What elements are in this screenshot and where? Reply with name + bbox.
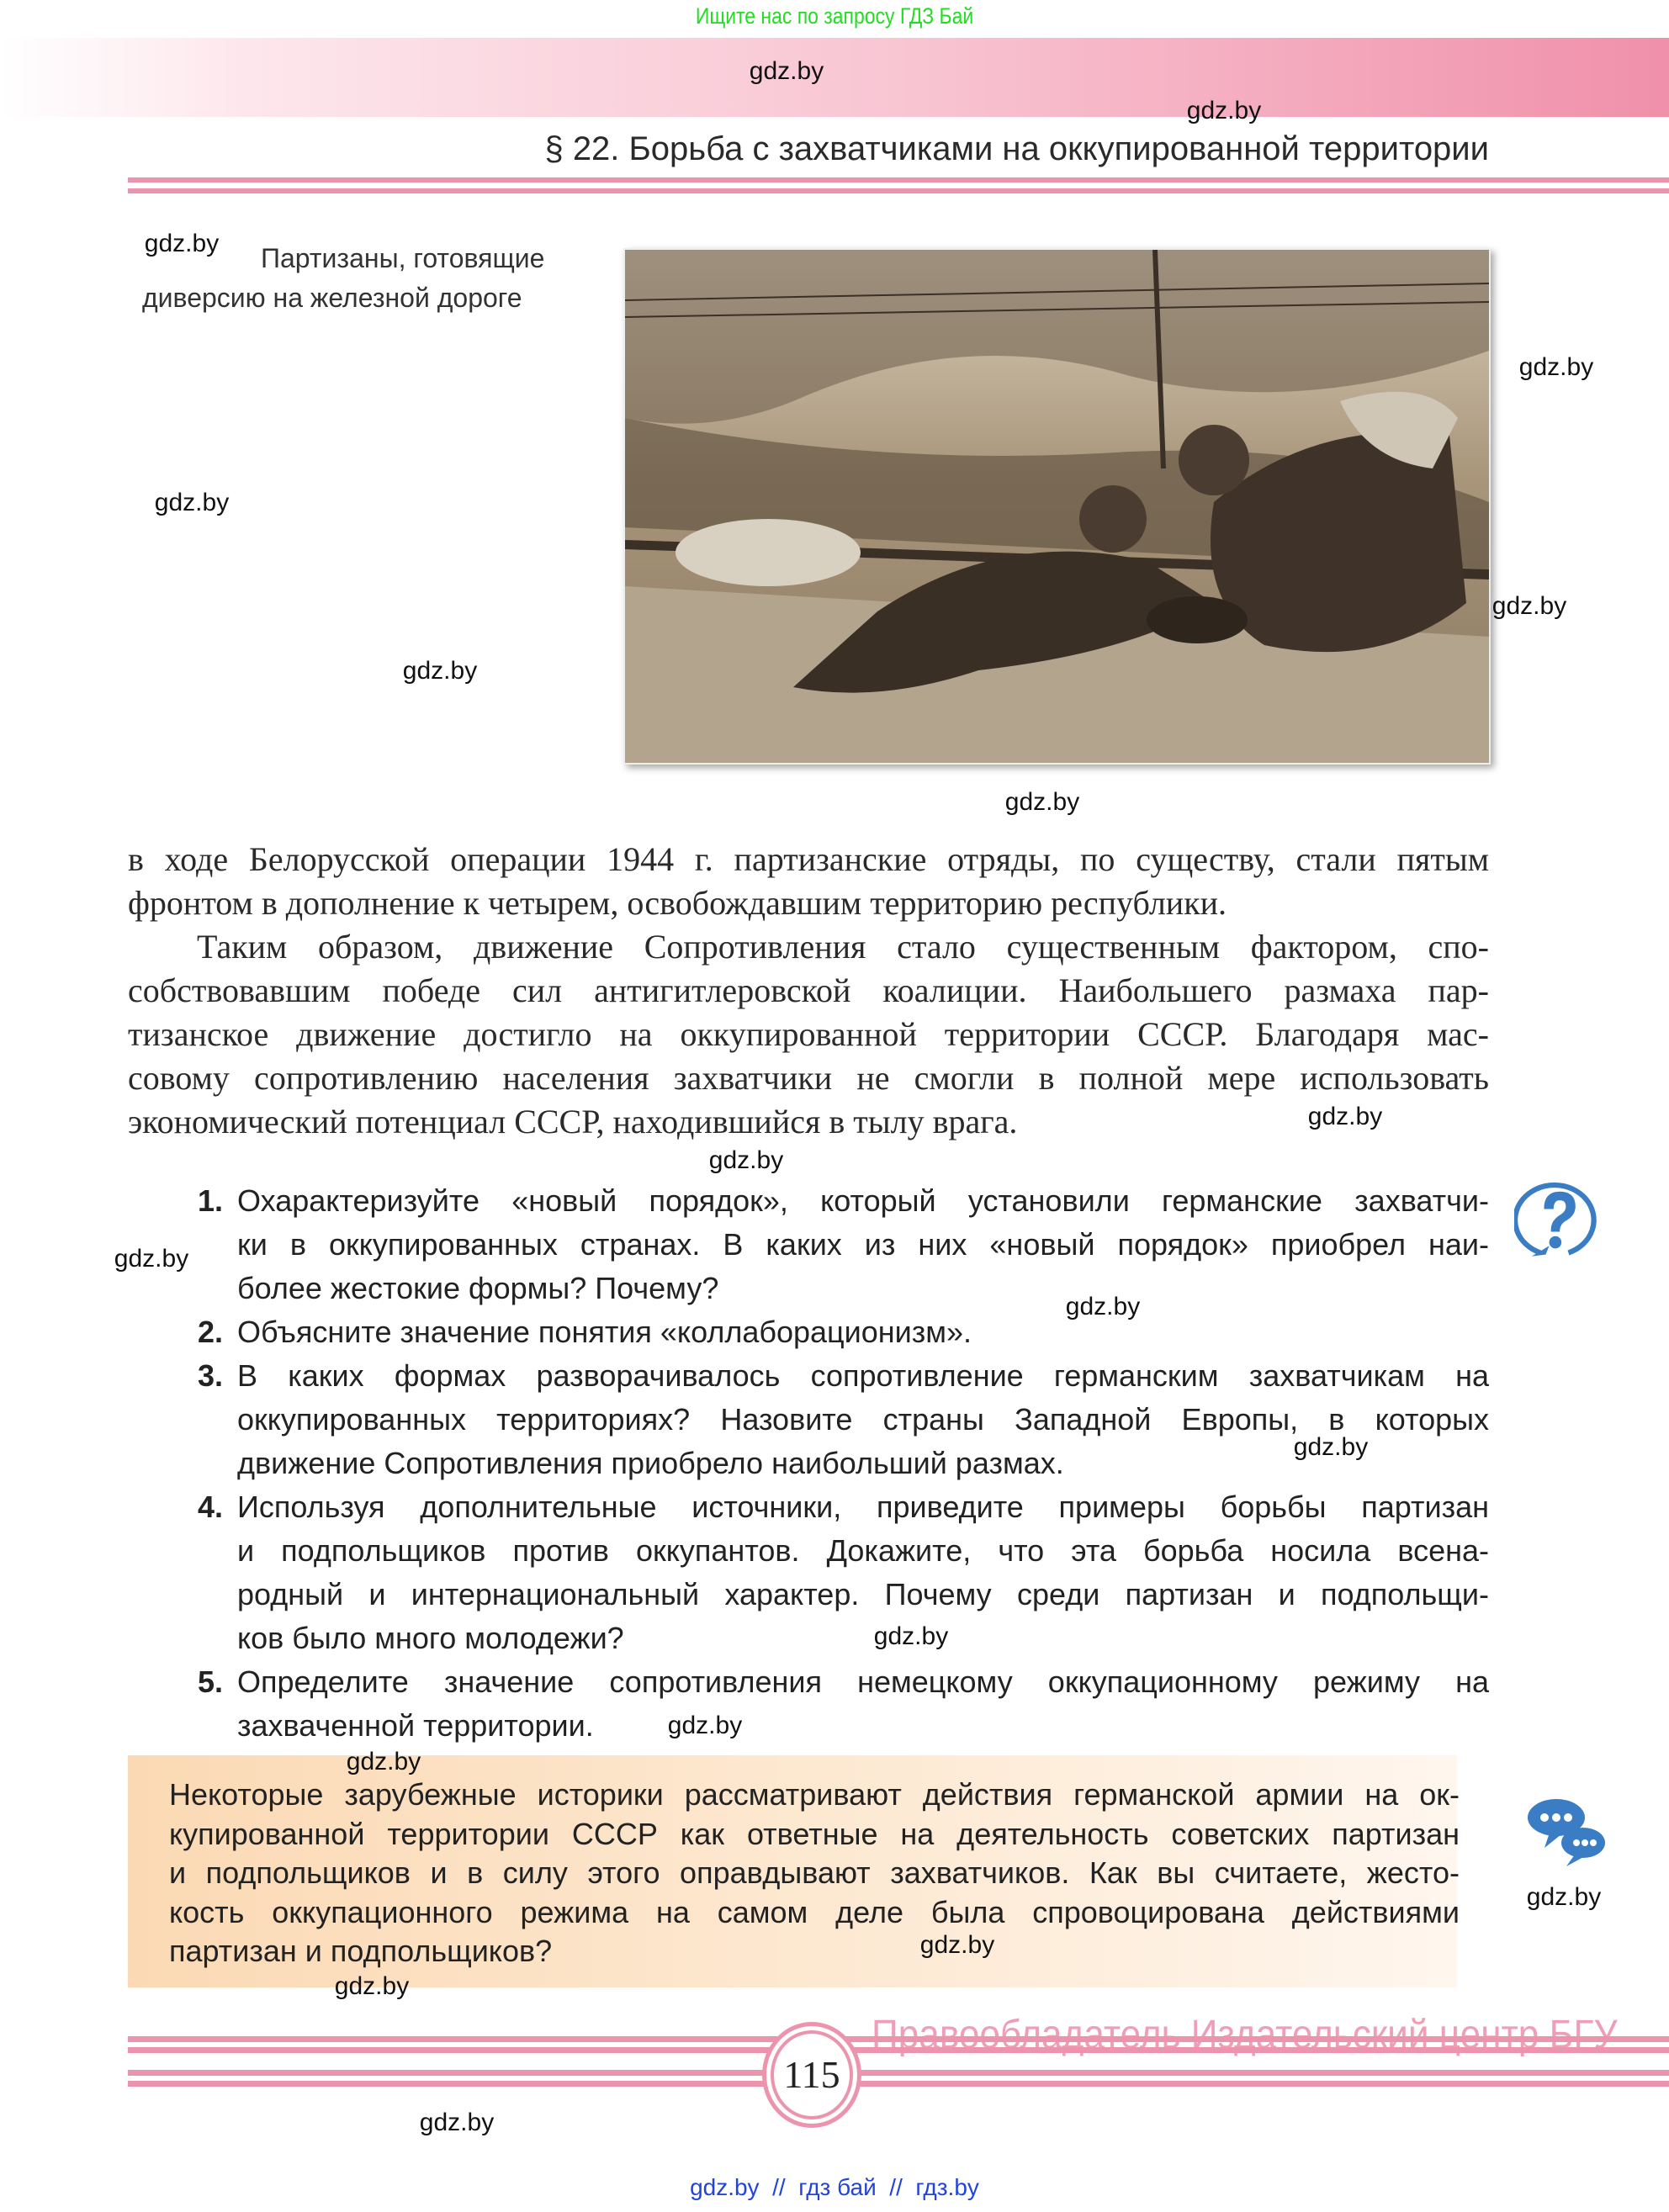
- question-number: 5.: [198, 1664, 224, 1699]
- question-item: [198, 1485, 1489, 1660]
- question-item: [198, 1310, 1489, 1354]
- text-line: родный и интернациональный характер. Почему среди партизан и подпольщи-: [237, 1577, 1489, 1611]
- page-number: 115: [762, 2022, 861, 2128]
- watermark: gdz.by: [1518, 353, 1594, 381]
- text-line: Определите значение сопротивления немецкому оккупационному режиму на: [237, 1664, 1489, 1699]
- footer-links[interactable]: gdz.by // гдз бай // гдз.by: [690, 2174, 979, 2200]
- watermark: gdz.by: [749, 57, 824, 85]
- watermark: gdz.by: [667, 1712, 743, 1739]
- text-line: ки в оккупированных странах. В каких из них «новый порядок» приобрел наи-: [237, 1227, 1489, 1262]
- watermark: gdz.by: [1004, 788, 1080, 816]
- text-line: Таким образом, движение Сопротивления стало существенным фактором, спо-: [197, 928, 1489, 966]
- text-line: ков было много молодежи?: [237, 1621, 624, 1655]
- watermark: gdz.by: [419, 2109, 495, 2136]
- footer-divider: [128, 2081, 1669, 2087]
- chat-bubbles-icon: [1524, 1794, 1608, 1871]
- text-line: купированной территории СССР как ответные на деятельность советских партизан: [169, 1816, 1460, 1851]
- page-title: § 22. Борьба с захватчиками на оккупированной территории: [544, 130, 1489, 167]
- search-note: Ищите нас по запросу ГДЗ Бай: [695, 3, 974, 29]
- text-line: партизан и подпольщиков?: [169, 1934, 553, 1968]
- footer-divider: [128, 2070, 1669, 2076]
- text-line: кость оккупационного режима на самом деле была спровоцирована действиями: [169, 1894, 1460, 1929]
- divider: [128, 188, 1669, 193]
- watermark: gdz.by: [402, 657, 478, 685]
- text-line: тизанское движение достигло на оккупированной территории СССР. Благодаря мас-: [128, 1015, 1489, 1053]
- watermark: gdz.by: [1526, 1883, 1602, 1911]
- rights-holder-watermark: Правообладатель Издательский центр БГУ: [872, 2013, 1618, 2057]
- text-line: Объясните значение понятия «коллаборационизм».: [237, 1315, 972, 1349]
- text-line: Охарактеризуйте «новый порядок», который установили германские захватчи-: [237, 1183, 1489, 1218]
- question-number: 3.: [198, 1358, 224, 1393]
- caption-line: диверсию на железной дороге: [142, 283, 522, 313]
- text-line: совому сопротивлению населения захватчики не смогли в полной мере использовать: [128, 1059, 1489, 1097]
- divider: [128, 177, 1669, 183]
- header-band: [0, 38, 1669, 117]
- watermark: gdz.by: [1492, 592, 1567, 620]
- question-number: 4.: [198, 1490, 224, 1524]
- watermark: gdz.by: [334, 1972, 410, 2000]
- text-line: Используя дополнительные источники, приведите примеры борьбы партизан: [237, 1490, 1489, 1524]
- watermark: gdz.by: [1065, 1293, 1141, 1320]
- text-line: собствовавшим победе сил антигитлеровской коалиции. Наибольшего размаха пар-: [128, 971, 1489, 1009]
- question-item: [198, 1354, 1489, 1485]
- watermark: gdz.by: [1307, 1103, 1383, 1130]
- watermark: gdz.by: [708, 1146, 784, 1174]
- discussion-text: [169, 1775, 1460, 1971]
- watermark: gdz.by: [144, 230, 220, 257]
- text-line: экономический потенциал СССР, находившийся в тылу врага.: [128, 1103, 1018, 1140]
- watermark: gdz.by: [346, 1748, 421, 1775]
- watermark: gdz.by: [154, 489, 230, 516]
- watermark: gdz.by: [1186, 97, 1262, 124]
- text-line: Некоторые зарубежные историки рассматривают действия германской армии на ок-: [169, 1777, 1460, 1812]
- question-number: 1.: [198, 1183, 224, 1218]
- question-number: 2.: [198, 1315, 224, 1349]
- body-text: [128, 838, 1489, 1144]
- watermark: gdz.by: [873, 1622, 949, 1650]
- question-bubble-icon: [1514, 1176, 1602, 1263]
- text-line: фронтом в дополнение к четырем, освобождавшим территорию республики.: [128, 884, 1227, 922]
- text-line: более жестокие формы? Почему?: [237, 1271, 719, 1305]
- watermark: gdz.by: [919, 1931, 995, 1959]
- text-line: и подпольщиков и в силу этого оправдывают захватчиков. Как вы считаете, жесто-: [169, 1855, 1460, 1890]
- text-line: в ходе Белорусской операции 1944 г. партизанские отряды, по существу, стали пятым: [128, 840, 1489, 878]
- question-item: [198, 1660, 1489, 1748]
- questions-list: [198, 1179, 1489, 1748]
- question-item: [198, 1179, 1489, 1310]
- text-line: и подпольщиков против оккупантов. Докажите, что эта борьба носила всена-: [237, 1533, 1489, 1568]
- partisans-photo: [623, 248, 1491, 765]
- watermark: gdz.by: [114, 1245, 189, 1273]
- text-line: оккупированных территориях? Назовите страны Западной Европы, в которых: [237, 1402, 1489, 1437]
- text-line: захваченной территории.: [237, 1708, 594, 1743]
- caption-line: Партизаны, готовящие: [261, 243, 545, 273]
- text-line: В каких формах разворачивалось сопротивление германским захватчикам на: [237, 1358, 1489, 1393]
- watermark: gdz.by: [1293, 1433, 1369, 1461]
- text-line: движение Сопротивления приобрело наибольший размах.: [237, 1446, 1064, 1480]
